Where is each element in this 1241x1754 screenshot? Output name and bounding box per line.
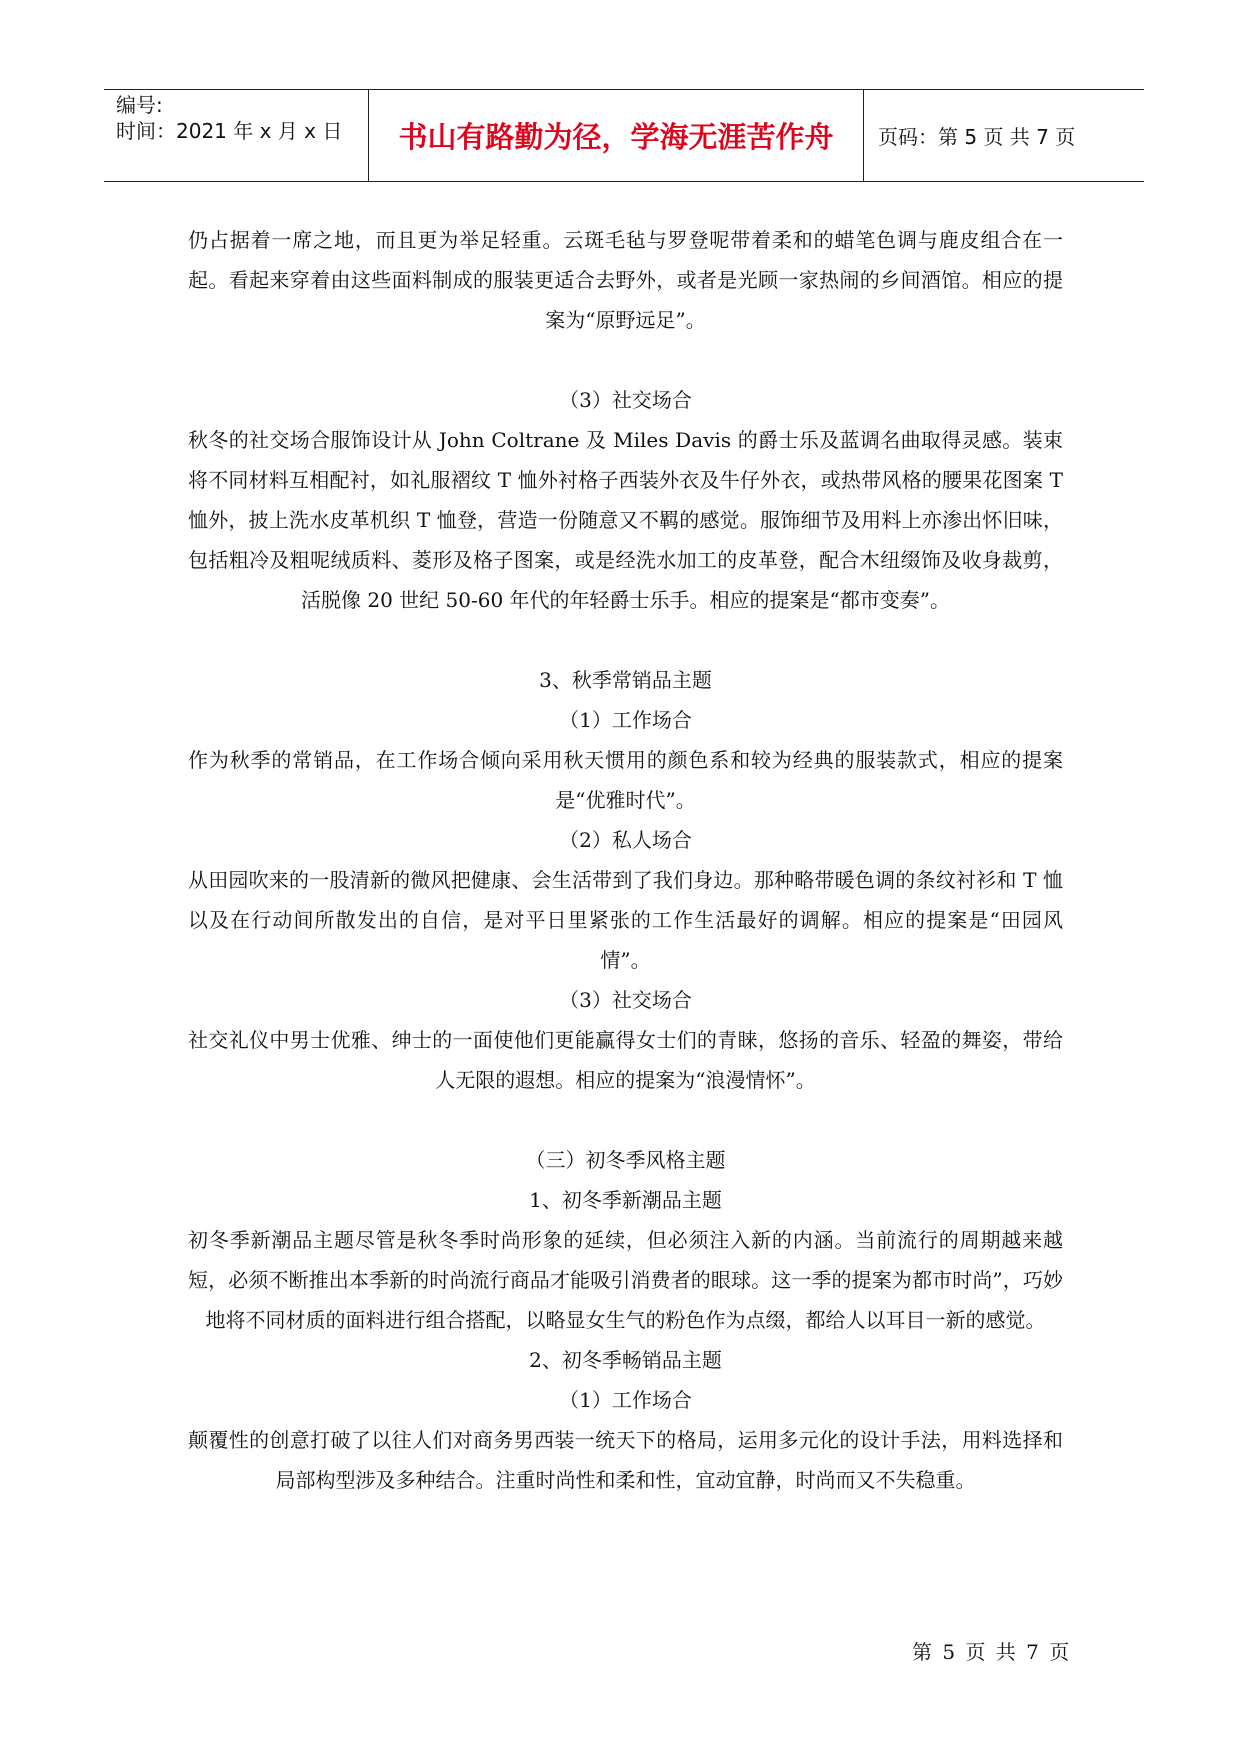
section-heading: 3、秋季常销品主题 [539, 668, 712, 692]
section-heading: （三）初冬季风格主题 [525, 1148, 726, 1172]
number-label: 编号: [116, 93, 163, 117]
section-heading: 1、初冬季新潮品主题 [529, 1188, 722, 1212]
paragraph: 秋冬的社交场合服饰设计从 John Coltrane 及 Miles Davis 的爵士乐及蓝调名曲取得灵感。装束将不同材料互相配衬，如礼服褶纹 T 恤外衬格子西装外衣及牛仔外衣，或热带风格的腰果花图案 T 恤外，披上洗水皮革机织 T 恤登，营造一份随意又不羁的感觉。服饰细节及用料上亦渗出怀旧味，包括粗冷及粗呢绒质料、菱形及格子图案，或是经洗水加工的皮革登，配合木纽缀饰及收身裁剪，活脱像 20 世纪 50-60 年代的年轻爵士乐手。相应的提案是“都市变奏”。 [188, 428, 1063, 612]
section-heading: （2）私人场合 [559, 828, 692, 852]
header-info-cell [104, 90, 369, 181]
paragraph: 仍占据着一席之地，而且更为举足轻重。云斑毛毡与罗登呢带着柔和的蜡笔色调与鹿皮组合在一起。看起来穿着由这些面料制成的服装更适合去野外，或者是光顾一家热闹的乡间酒馆。相应的提案为“原野远足”。 [188, 228, 1063, 332]
document-body [188, 220, 1063, 1500]
section-heading: （1）工作场合 [559, 708, 692, 732]
paragraph: 从田园吹来的一股清新的微风把健康、会生活带到了我们身边。那种略带暖色调的条纹衬衫和 T 恤以及在行动间所散发出的自信，是对平日里紧张的工作生活最好的调解。相应的提案是“田园风情”。 [188, 868, 1063, 972]
spacer [188, 340, 1063, 380]
section-heading: （3）社交场合 [559, 388, 692, 412]
spacer [188, 620, 1063, 660]
section-heading: （1）工作场合 [559, 1388, 692, 1412]
section-heading: 2、初冬季畅销品主题 [529, 1348, 722, 1372]
paragraph: 初冬季新潮品主题尽管是秋冬季时尚形象的延续，但必须注入新的内涵。当前流行的周期越来越短，必须不断推出本季新的时尚流行商品才能吸引消费者的眼球。这一季的提案为都市时尚”，巧妙地将不同材质的面料进行组合搭配，以略显女生气的粉色作为点缀，都给人以耳目一新的感觉。 [188, 1228, 1063, 1332]
header-page-label: 页码：第 5 页 共 7 页 [878, 125, 1076, 149]
header-motto: 书山有路勤为径，学海无涯苦作舟 [369, 90, 864, 181]
paragraph: 作为秋季的常销品，在工作场合倾向采用秋天惯用的颜色系和较为经典的服装款式，相应的提案是“优雅时代”。 [188, 748, 1063, 812]
section-heading: （3）社交场合 [559, 988, 692, 1012]
page-header [104, 89, 1144, 182]
paragraph: 颠覆性的创意打破了以往人们对商务男西装一统天下的格局，运用多元化的设计手法，用料选择和局部构型涉及多种结合。注重时尚性和柔和性，宜动宜静，时尚而又不失稳重。 [188, 1428, 1063, 1492]
paragraph: 社交礼仪中男士优雅、绅士的一面使他们更能赢得女士们的青睐，悠扬的音乐、轻盈的舞姿，带给人无限的遐想。相应的提案为“浪漫情怀”。 [188, 1028, 1063, 1092]
footer-page-number: 第 5 页 共 7 页 [912, 1640, 1072, 1664]
spacer [188, 1100, 1063, 1140]
time-label: 时间：2021 年 x 月 x 日 [116, 119, 343, 143]
